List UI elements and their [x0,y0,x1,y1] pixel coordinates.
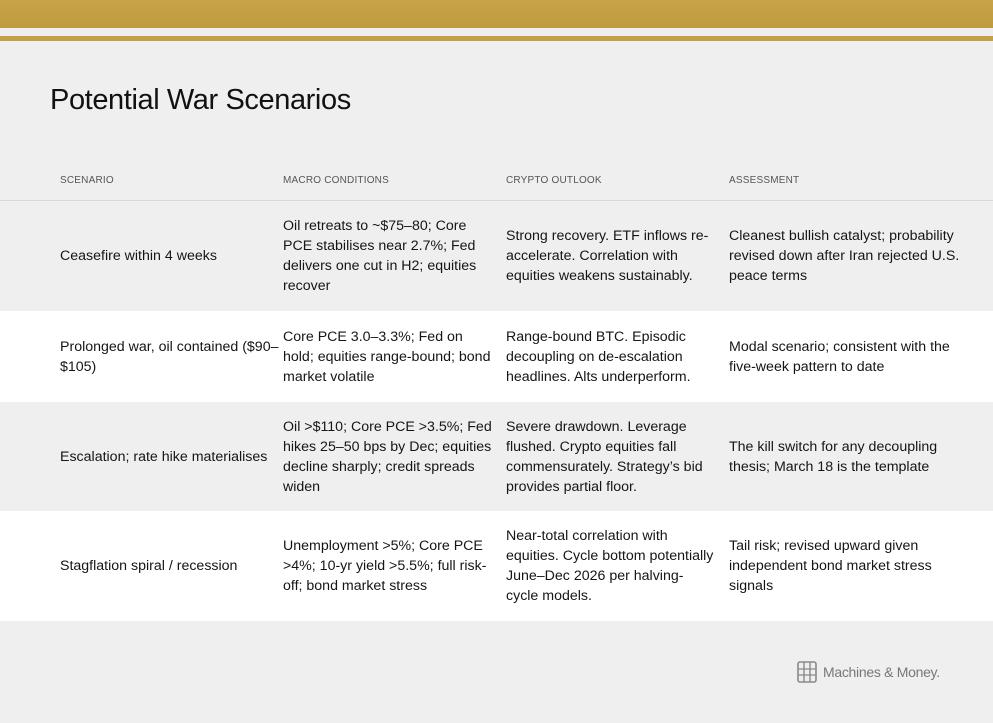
assessment-cell: The kill switch for any decoupling thesis; March 18 is the template [729,438,938,475]
page-title: Potential War Scenarios [50,84,351,116]
header-crypto-outlook: CRYPTO OUTLOOK [506,174,602,186]
header-macro-conditions: MACRO CONDITIONS [283,174,389,186]
top-gold-band [0,0,993,28]
scenario-cell: Ceasefire within 4 weeks [60,248,217,264]
table-row [0,402,993,511]
assessment-cell: Modal scenario; consistent with the five-week pattern to date [729,338,950,375]
crypto-cell: Near-total correlation with equities. Cycle bottom potentially June–Dec 2026 per halving-cycle models. [506,528,714,604]
header-assessment: ASSESSMENT [729,174,800,186]
scenario-cell: Escalation; rate hike materialises [60,448,268,465]
macro-cell: Unemployment >5%; Core PCE >4%; 10-yr yield >5.5%; full risk-off; bond market stress [283,538,487,594]
assessment-cell: Tail risk; revised upward given independent bond market stress signals [729,538,932,594]
header-scenario: SCENARIO [60,174,114,186]
top-gold-rule [0,36,993,41]
scenario-cell: Prolonged war, oil contained ($90–$105) [60,338,279,375]
table-header-row [0,160,993,201]
brand-logo [797,661,940,683]
scenario-cell: Stagflation spiral / recession [60,558,238,574]
table-row [0,201,993,311]
crypto-cell: Range-bound BTC. Episodic decoupling on de-escalation headlines. Alts underperform. [506,328,691,385]
macro-cell: Oil retreats to ~$75–80; Core PCE stabilises near 2.7%; Fed delivers one cut in H2; equities recover [283,218,477,294]
table-row [0,511,993,621]
brand-logo-icon [797,661,817,683]
crypto-cell: Severe drawdown. Leverage flushed. Crypto equities fall commensurately. Strategy’s bid provides partial floor. [506,418,703,495]
macro-cell: Oil >$110; Core PCE >3.5%; Fed hikes 25–50 bps by Dec; equities decline sharply; credit spreads widen [283,418,492,495]
crypto-cell: Strong recovery. ETF inflows re-accelerate. Correlation with equities weakens sustainably. [506,228,709,284]
scenarios-table [0,160,993,621]
brand-name: Machines & Money. [823,664,940,680]
macro-cell: Core PCE 3.0–3.3%; Fed on hold; equities range-bound; bond market volatile [283,328,491,385]
assessment-cell: Cleanest bullish catalyst; probability revised down after Iran rejected U.S. peace terms [729,228,960,284]
table-row [0,311,993,402]
